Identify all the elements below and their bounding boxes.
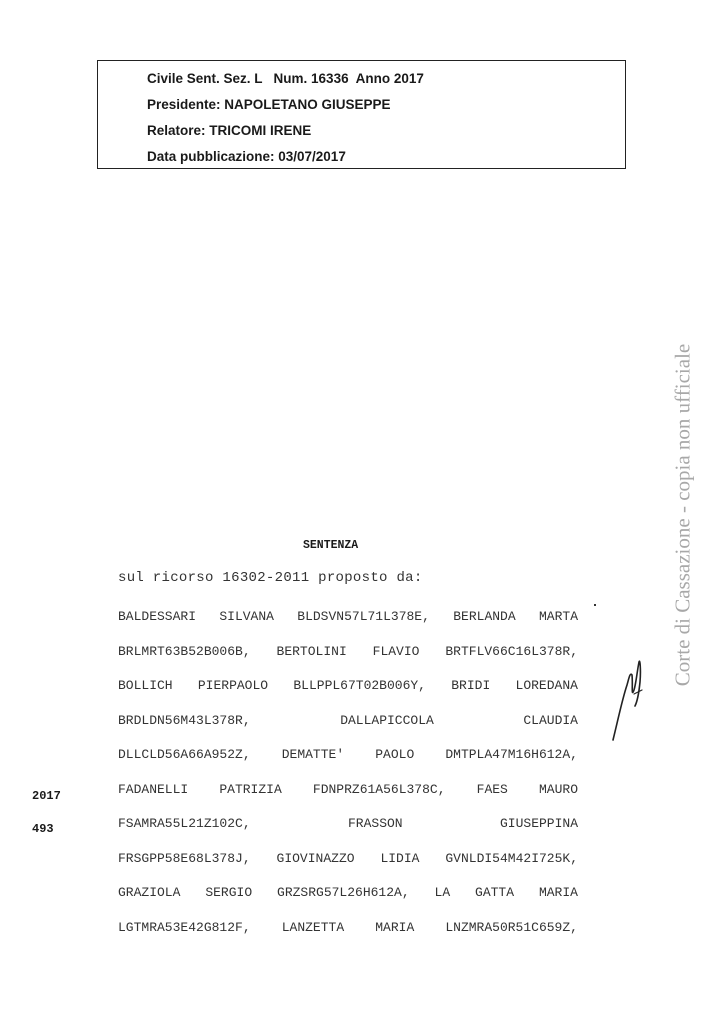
party-line (118, 882, 578, 917)
party-word: GIUSEPPINA (499, 816, 578, 831)
margin-number: 493 (32, 822, 54, 836)
party-word: FADANELLI (118, 781, 189, 797)
publication-date-line: Data pubblicazione: 03/07/2017 (147, 149, 346, 164)
party-word: BRLMRT63B52B006B, (118, 643, 251, 659)
party-word: LA (434, 885, 451, 900)
party-line (118, 779, 578, 814)
party-word: BOLLICH (118, 678, 173, 693)
party-line (118, 744, 578, 779)
party-word: FSAMRA55L21Z102C, (118, 816, 251, 831)
party-word: SERGIO (205, 885, 253, 900)
party-word: MAURO (538, 781, 578, 797)
watermark (668, 280, 698, 750)
party-word: PIERPAOLO (197, 678, 269, 693)
party-word: FRASSON (348, 816, 403, 831)
party-line (118, 848, 578, 883)
party-word: DLLCLD56A66A952Z, (118, 747, 251, 762)
case-reference: Civile Sent. Sez. L Num. 16336 Anno 2017 (147, 71, 424, 86)
party-word: LIDIA (380, 850, 420, 866)
party-word: DALLAPICCOLA (340, 712, 434, 728)
party-word: BRIDI (451, 678, 491, 693)
party-word: FAES (476, 781, 508, 797)
party-word: DMTPLA47M16H612A, (445, 747, 578, 762)
document-title: SENTENZA (303, 539, 359, 552)
party-word: BERLANDA (453, 609, 516, 624)
party-word: GVNLDI54M42I725K, (445, 850, 578, 866)
party-word: BERTOLINI (276, 643, 347, 659)
party-word: GRAZIOLA (118, 885, 181, 900)
party-word: FRSGPP58E68L378J, (118, 850, 251, 866)
party-word: PAOLO (375, 747, 415, 762)
party-word: LANZETTA (281, 919, 345, 935)
party-line (118, 606, 578, 641)
party-word: DEMATTE' (281, 747, 345, 762)
party-line (118, 813, 578, 848)
party-word: FDNPRZ61A56L378C, (312, 781, 446, 797)
party-word: MARIA (375, 919, 415, 935)
president-line: Presidente: NAPOLETANO GIUSEPPE (147, 97, 391, 112)
party-line (118, 641, 578, 676)
watermark-text: Corte di Cassazione - copia non ufficiale (670, 343, 695, 687)
margin-year: 2017 (32, 789, 61, 803)
party-line (118, 710, 578, 745)
party-line (118, 917, 578, 952)
party-word: LGTMRA53E42G812F, (118, 919, 251, 935)
party-word: BLDSVN57L71L378E, (297, 609, 430, 624)
party-word: MARTA (538, 609, 578, 624)
party-word: BALDESSARI (118, 609, 197, 624)
signature-mark (608, 650, 648, 745)
party-word: BRTFLV66C16L378R, (445, 643, 578, 659)
party-word: BRDLDN56M43L378R, (118, 712, 251, 728)
party-word: LNZMRA50R51C659Z, (445, 919, 578, 935)
party-word: PATRIZIA (219, 781, 282, 797)
party-word: LOREDANA (515, 678, 578, 693)
party-line (118, 675, 578, 710)
party-word: FLAVIO (372, 643, 420, 659)
party-word: SILVANA (219, 609, 274, 624)
party-word: BLLPPL67T02B006Y, (293, 678, 426, 693)
party-word: GRZSRG57L26H612A, (277, 885, 410, 900)
party-list (118, 606, 578, 951)
party-word: GATTA (475, 885, 515, 900)
case-header-box (97, 60, 626, 169)
rapporteur-line: Relatore: TRICOMI IRENE (147, 123, 312, 138)
party-word: CLAUDIA (523, 712, 578, 728)
ink-dot (594, 604, 596, 606)
intro-line: sul ricorso 16302-2011 proposto da: (118, 570, 423, 586)
party-word: GIOVINAZZO (276, 850, 355, 866)
party-word: MARIA (538, 885, 578, 900)
